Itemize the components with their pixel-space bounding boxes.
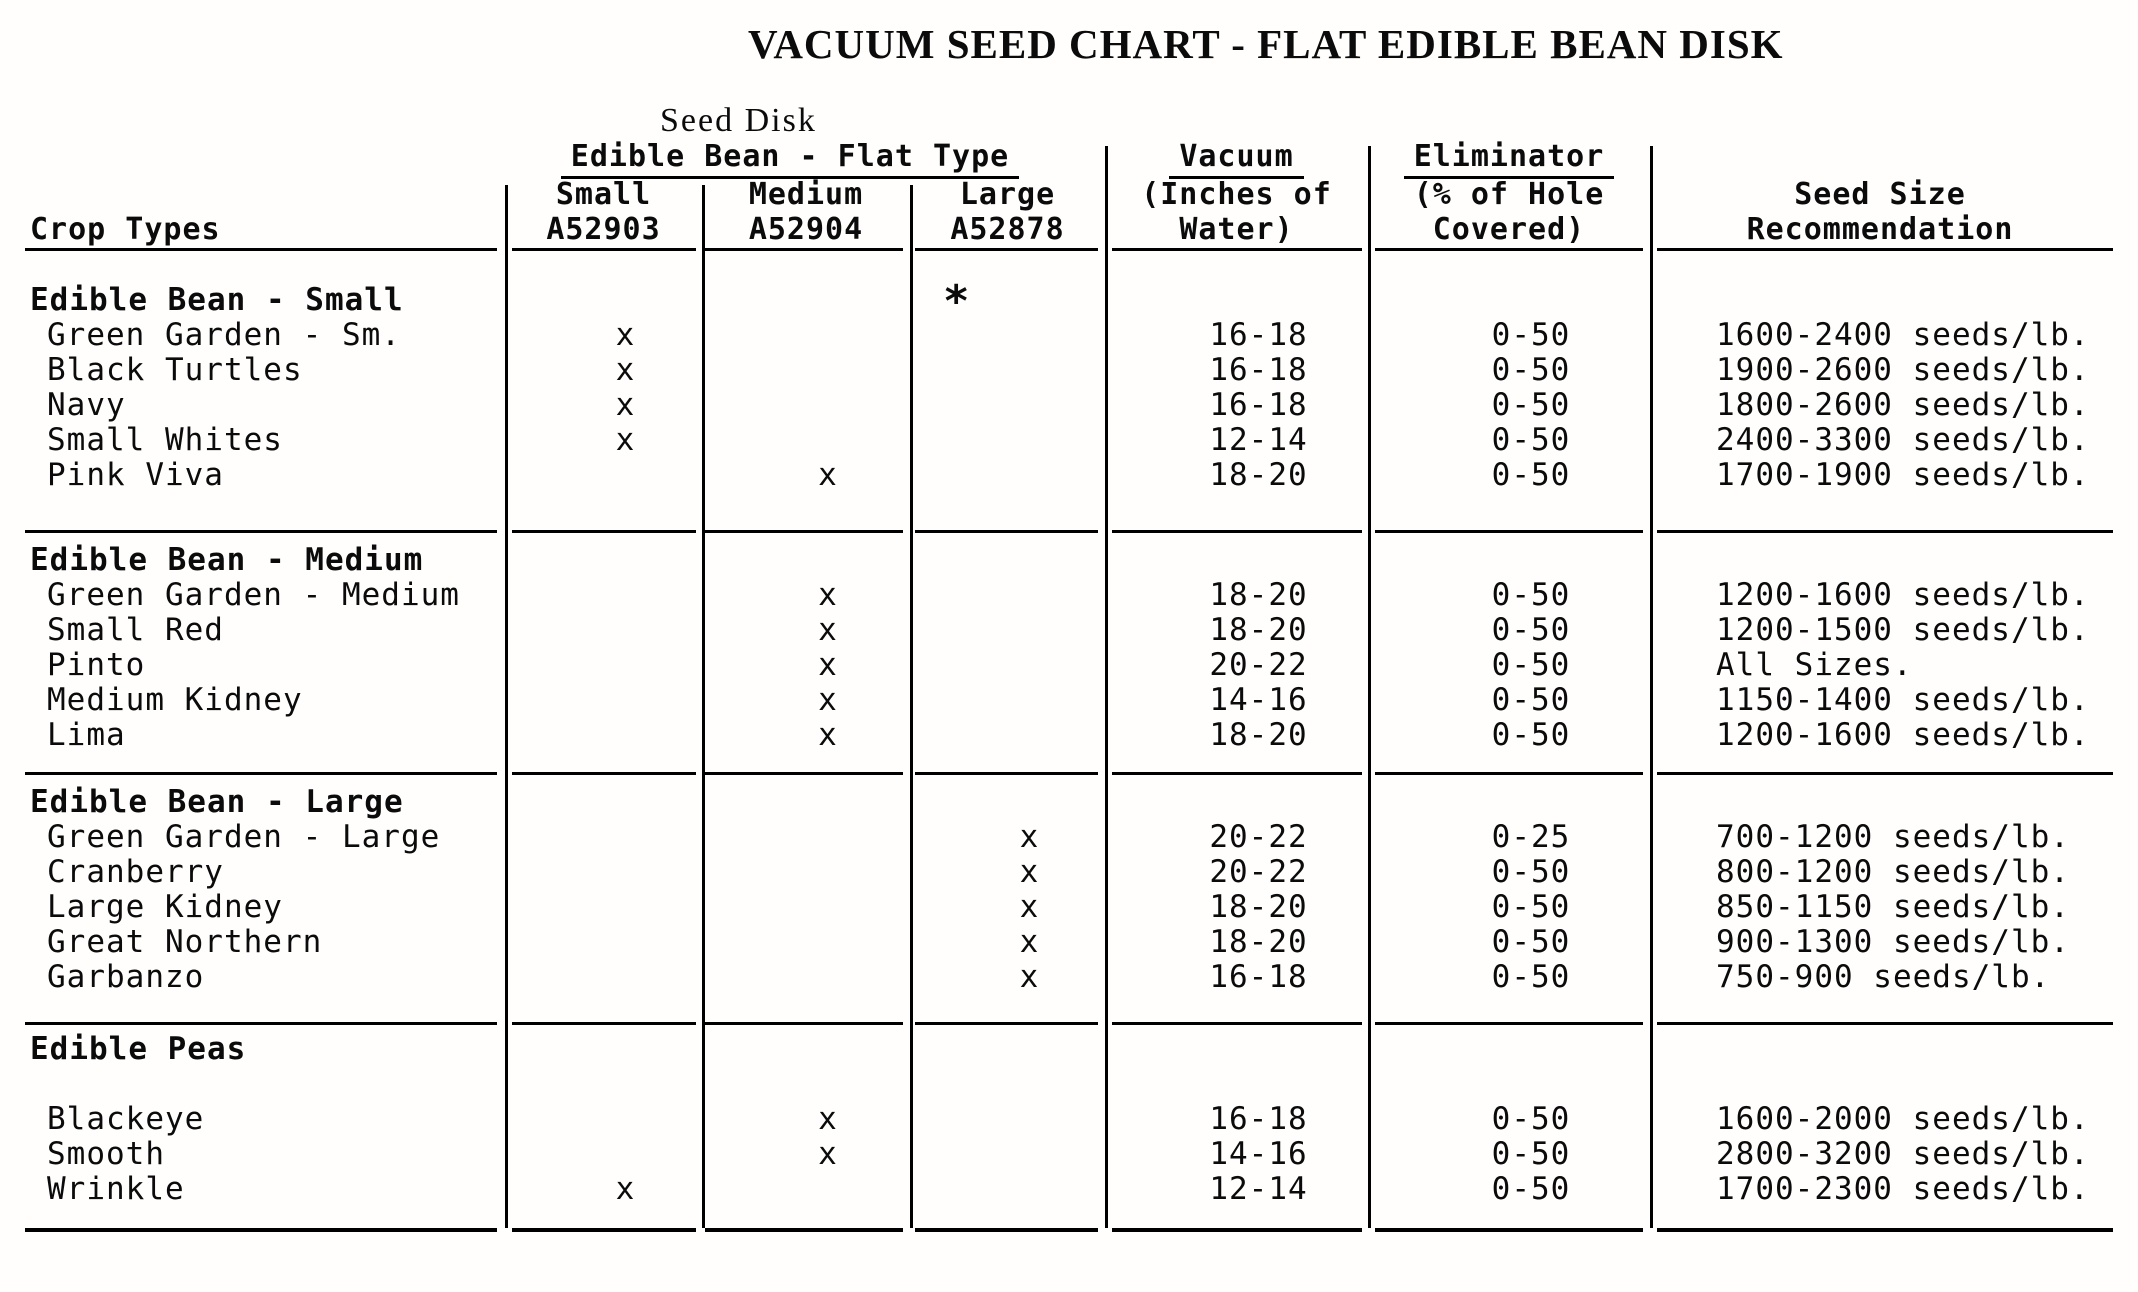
medium-cell: x [818, 717, 838, 753]
section-header-row [25, 785, 2113, 820]
crop-cell: Medium Kidney [47, 682, 303, 718]
table-bottom-line [1657, 1228, 2113, 1232]
eliminator-header [1368, 140, 1650, 179]
medium-cell [724, 890, 932, 925]
section-separator-line [1112, 772, 1362, 775]
eliminator-cell: 0-50 [1491, 647, 1571, 683]
section-header-row [25, 1032, 2113, 1067]
large-cell: x [1019, 959, 1040, 995]
small-cell [527, 890, 724, 925]
crop-cell [25, 1067, 527, 1102]
crop-cell: Small Whites [47, 422, 283, 458]
section-header-row [25, 276, 2113, 327]
section-separator-line [1375, 772, 1643, 775]
small-cell: x [615, 387, 636, 423]
small-cell: x [615, 317, 636, 353]
section-separator-line [705, 772, 903, 775]
large-cell [932, 1172, 1127, 1207]
large-cell: * [943, 276, 971, 327]
eliminator-cell: 0-50 [1491, 1171, 1571, 1207]
table-bottom-line [25, 1228, 497, 1232]
small-cell [510, 283, 707, 318]
section-separator-line [25, 530, 497, 533]
table-section [25, 543, 2113, 753]
crop-row [25, 1067, 2113, 1102]
crop-row [25, 820, 2113, 855]
section-separator-line [915, 1022, 1098, 1025]
small-cell [527, 960, 724, 995]
section-separator-line [25, 1022, 497, 1025]
small-cell [527, 1102, 724, 1137]
eliminator-cell [1390, 1067, 1672, 1102]
eliminator-cell [1401, 283, 1683, 318]
section-separator-line [1657, 530, 2113, 533]
eliminator-cell: 0-25 [1491, 819, 1571, 855]
table-bottom-line [1112, 1228, 1362, 1232]
medium-cell: x [818, 682, 838, 718]
vacuum-cell [1138, 283, 1401, 318]
section-separator-line [512, 1022, 696, 1025]
vacuum-cell: 18-20 [1209, 717, 1308, 753]
eliminator-cell: 0-50 [1491, 1101, 1571, 1137]
crop-cell: Green Garden - Large [47, 819, 441, 855]
column-divider-line [1368, 146, 1371, 1228]
vacuum-cell: 18-20 [1209, 612, 1308, 648]
crop-row [25, 960, 2113, 995]
eliminator-cell: 0-50 [1491, 717, 1571, 753]
medium-cell: x [818, 612, 838, 648]
eliminator-cell: 0-50 [1491, 924, 1571, 960]
seed-size-cell: 800-1200 seeds/lb. [1716, 854, 2070, 890]
crop-cell: Green Garden - Medium [47, 577, 460, 613]
vacuum-cell: 16-18 [1209, 1101, 1308, 1137]
medium-cell [724, 353, 932, 388]
header-separator-line [512, 248, 696, 251]
small-cell: x [615, 1171, 636, 1207]
crop-row [25, 458, 2113, 493]
small-cell [510, 1032, 707, 1067]
small-cell [527, 1067, 724, 1102]
small-cell [527, 578, 724, 613]
section-separator-line [512, 772, 696, 775]
seed-disk-caption: Seed Disk [660, 102, 817, 139]
medium-cell [724, 855, 932, 890]
medium-cell [724, 960, 932, 995]
large-cell [932, 613, 1127, 648]
crop-row [25, 388, 2113, 423]
large-cell [932, 1102, 1127, 1137]
section-separator-line [512, 530, 696, 533]
eliminator-cell: 0-50 [1491, 352, 1571, 388]
medium-cell [724, 820, 932, 855]
large-cell [932, 648, 1127, 683]
crop-cell: Edible Peas [30, 1031, 247, 1067]
medium-cell [707, 543, 915, 578]
seed-size-header-line2: Recommendation [1746, 212, 2014, 247]
section-separator-line [705, 1022, 903, 1025]
medium-cell: x [818, 1101, 838, 1137]
column-divider-line [505, 185, 508, 1228]
crop-row [25, 718, 2113, 753]
eliminator-cell: 0-50 [1491, 422, 1571, 458]
section-separator-line [915, 772, 1098, 775]
medium-cell: x [818, 647, 838, 683]
header-separator-line [915, 248, 1098, 251]
large-cell [932, 1067, 1127, 1102]
crop-cell: Pink Viva [47, 457, 224, 493]
seed-size-cell: 1700-2300 seeds/lb. [1716, 1171, 2090, 1207]
section-separator-line [25, 772, 497, 775]
eliminator-cell: 0-50 [1491, 317, 1571, 353]
table-bottom-line [512, 1228, 696, 1232]
large-cell [932, 578, 1127, 613]
large-cell [932, 683, 1127, 718]
column-divider-line [1105, 146, 1108, 1228]
disk-group-header [505, 140, 1075, 179]
medium-cell [724, 388, 932, 423]
crop-types-header: Crop Types [30, 212, 221, 247]
seed-size-cell [1683, 543, 2113, 578]
small-cell [527, 683, 724, 718]
vacuum-header-label: Vacuum [1169, 140, 1303, 179]
header-separator-line [25, 248, 497, 251]
crop-cell: Wrinkle [47, 1171, 185, 1207]
vacuum-header-line3: Water) [1179, 212, 1294, 247]
crop-cell: Blackeye [47, 1101, 205, 1137]
crop-cell: Garbanzo [47, 959, 205, 995]
seed-size-header-line1: Seed Size [1794, 177, 1966, 212]
seed-size-cell: 1800-2600 seeds/lb. [1716, 387, 2090, 423]
large-cell [932, 458, 1127, 493]
crop-cell: Pinto [47, 647, 146, 683]
large-cell: x [1019, 819, 1040, 855]
vacuum-cell: 16-18 [1209, 959, 1308, 995]
section-separator-line [1657, 772, 2113, 775]
medium-cell [724, 318, 932, 353]
seed-size-cell: 1150-1400 seeds/lb. [1716, 682, 2090, 718]
seed-size-cell: 900-1300 seeds/lb. [1716, 924, 2070, 960]
medium-cell [724, 1067, 932, 1102]
large-cell: x [1019, 854, 1040, 890]
column-divider-line [910, 185, 913, 1228]
medium-cell [707, 785, 915, 820]
table-section [25, 785, 2113, 995]
medium-cell [724, 423, 932, 458]
seed-size-cell [1683, 283, 2113, 318]
small-cell [527, 820, 724, 855]
medium-cell [724, 925, 932, 960]
seed-size-cell: 2800-3200 seeds/lb. [1716, 1136, 2090, 1172]
table-section [25, 276, 2113, 493]
large-cell [932, 388, 1127, 423]
table-section [25, 1032, 2113, 1207]
small-cell [527, 458, 724, 493]
section-separator-line [1657, 1022, 2113, 1025]
disk-column-large-label: Large [959, 177, 1056, 212]
crop-cell: Large Kidney [47, 889, 283, 925]
vacuum-header [1105, 140, 1368, 179]
eliminator-cell: 0-50 [1491, 612, 1571, 648]
seed-size-cell: 700-1200 seeds/lb. [1716, 819, 2070, 855]
crop-row [25, 1172, 2113, 1207]
crop-row [25, 1137, 2113, 1172]
vacuum-cell: 16-18 [1209, 387, 1308, 423]
small-cell: x [615, 352, 636, 388]
crop-cell: Navy [47, 387, 126, 423]
crop-cell: Great Northern [47, 924, 323, 960]
seed-size-cell: 1900-2600 seeds/lb. [1716, 352, 2090, 388]
crop-row [25, 578, 2113, 613]
small-cell [510, 543, 707, 578]
vacuum-cell: 14-16 [1209, 1136, 1308, 1172]
crop-cell: Edible Bean - Small [30, 282, 404, 318]
vacuum-cell: 14-16 [1209, 682, 1308, 718]
medium-cell: x [818, 577, 838, 613]
seed-size-cell: 1200-1500 seeds/lb. [1716, 612, 2090, 648]
vacuum-cell: 18-20 [1209, 577, 1308, 613]
section-separator-line [1375, 530, 1643, 533]
vacuum-cell [1138, 543, 1401, 578]
seed-size-cell: 1600-2000 seeds/lb. [1716, 1101, 2090, 1137]
crop-row [25, 353, 2113, 388]
vacuum-cell: 12-14 [1209, 1171, 1308, 1207]
header-separator-line [1112, 248, 1362, 251]
crop-row [25, 648, 2113, 683]
large-cell [932, 423, 1127, 458]
header-separator-line [1657, 248, 2113, 251]
crop-cell: Green Garden - Sm. [47, 317, 401, 353]
eliminator-cell: 0-50 [1491, 1136, 1571, 1172]
crop-row [25, 890, 2113, 925]
crop-cell: Cranberry [47, 854, 224, 890]
vacuum-cell: 20-22 [1209, 647, 1308, 683]
small-cell [510, 785, 707, 820]
crop-cell: Edible Bean - Large [30, 784, 404, 820]
medium-cell [707, 283, 915, 318]
eliminator-header-line3: Covered) [1432, 212, 1586, 247]
vacuum-cell: 16-18 [1209, 352, 1308, 388]
section-separator-line [1112, 530, 1362, 533]
medium-cell: x [818, 1136, 838, 1172]
small-cell [527, 613, 724, 648]
seed-size-cell: 1600-2400 seeds/lb. [1716, 317, 2090, 353]
small-cell [527, 925, 724, 960]
vacuum-cell: 18-20 [1209, 924, 1308, 960]
vacuum-cell [1127, 1067, 1390, 1102]
crop-cell: Edible Bean - Medium [30, 542, 424, 578]
vacuum-header-line2: (Inches of [1141, 177, 1332, 212]
disk-column-large-part: A52878 [950, 212, 1065, 247]
section-separator-line [915, 530, 1098, 533]
header-separator-line [705, 248, 903, 251]
large-cell [932, 718, 1127, 753]
table-bottom-line [915, 1228, 1098, 1232]
medium-cell: x [818, 457, 838, 493]
eliminator-cell: 0-50 [1491, 577, 1571, 613]
vacuum-cell: 12-14 [1209, 422, 1308, 458]
crop-row [25, 423, 2113, 458]
crop-cell: Lima [47, 717, 126, 753]
medium-cell [707, 1032, 915, 1067]
seed-size-cell [1683, 785, 2113, 820]
seed-size-cell: 1200-1600 seeds/lb. [1716, 577, 2090, 613]
large-cell: x [1019, 924, 1040, 960]
medium-cell [724, 1172, 932, 1207]
crop-cell: Small Red [47, 612, 224, 648]
seed-size-cell [1672, 1067, 2113, 1102]
large-cell [932, 353, 1127, 388]
disk-column-small-label: Small [555, 177, 652, 212]
section-separator-line [1112, 1022, 1362, 1025]
small-cell [527, 1137, 724, 1172]
small-cell: x [615, 422, 636, 458]
header-separator-line [1375, 248, 1643, 251]
disk-group-header-label: Edible Bean - Flat Type [561, 140, 1019, 179]
disk-column-small-part: A52903 [546, 212, 661, 247]
eliminator-cell: 0-50 [1491, 889, 1571, 925]
eliminator-cell: 0-50 [1491, 854, 1571, 890]
eliminator-cell: 0-50 [1491, 457, 1571, 493]
eliminator-header-line2: (% of Hole [1413, 177, 1605, 212]
crop-row [25, 613, 2113, 648]
eliminator-cell [1401, 543, 1683, 578]
crop-row [25, 683, 2113, 718]
crop-cell: Smooth [47, 1136, 165, 1172]
vacuum-cell [1138, 785, 1401, 820]
vacuum-cell: 18-20 [1209, 457, 1308, 493]
eliminator-cell: 0-50 [1491, 682, 1571, 718]
seed-size-cell: 1700-1900 seeds/lb. [1716, 457, 2090, 493]
seed-size-cell: 750-900 seeds/lb. [1716, 959, 2051, 995]
large-cell [932, 1137, 1127, 1172]
seed-size-cell: 2400-3300 seeds/lb. [1716, 422, 2090, 458]
crop-row [25, 855, 2113, 890]
small-cell [527, 648, 724, 683]
column-divider-line [1650, 146, 1653, 1228]
eliminator-header-label: Eliminator [1404, 140, 1615, 179]
vacuum-cell [1138, 1032, 1401, 1067]
disk-column-medium-label: Medium [748, 177, 864, 212]
eliminator-cell: 0-50 [1491, 387, 1571, 423]
crop-row [25, 1102, 2113, 1137]
disk-column-medium-part: A52904 [748, 212, 864, 247]
seed-size-cell: All Sizes. [1716, 647, 1913, 683]
large-cell [932, 318, 1127, 353]
seed-size-cell: 1200-1600 seeds/lb. [1716, 717, 2090, 753]
column-divider-line [702, 185, 705, 1228]
vacuum-cell: 18-20 [1209, 889, 1308, 925]
table-bottom-line [705, 1228, 903, 1232]
eliminator-cell [1401, 785, 1683, 820]
large-cell: x [1019, 889, 1040, 925]
eliminator-cell [1401, 1032, 1683, 1067]
crop-row [25, 318, 2113, 353]
page-title: VACUUM SEED CHART - FLAT EDIBLE BEAN DISK [748, 21, 1784, 67]
vacuum-cell: 20-22 [1209, 819, 1308, 855]
vacuum-cell: 16-18 [1209, 317, 1308, 353]
small-cell [527, 718, 724, 753]
table-bottom-line [1375, 1228, 1643, 1232]
section-separator-line [1375, 1022, 1643, 1025]
eliminator-cell: 0-50 [1491, 959, 1571, 995]
vacuum-cell: 20-22 [1209, 854, 1308, 890]
small-cell [527, 855, 724, 890]
seed-size-cell [1683, 1032, 2113, 1067]
seed-size-cell: 850-1150 seeds/lb. [1716, 889, 2070, 925]
section-header-row [25, 543, 2113, 578]
crop-cell: Black Turtles [47, 352, 303, 388]
section-separator-line [705, 530, 903, 533]
crop-row [25, 925, 2113, 960]
